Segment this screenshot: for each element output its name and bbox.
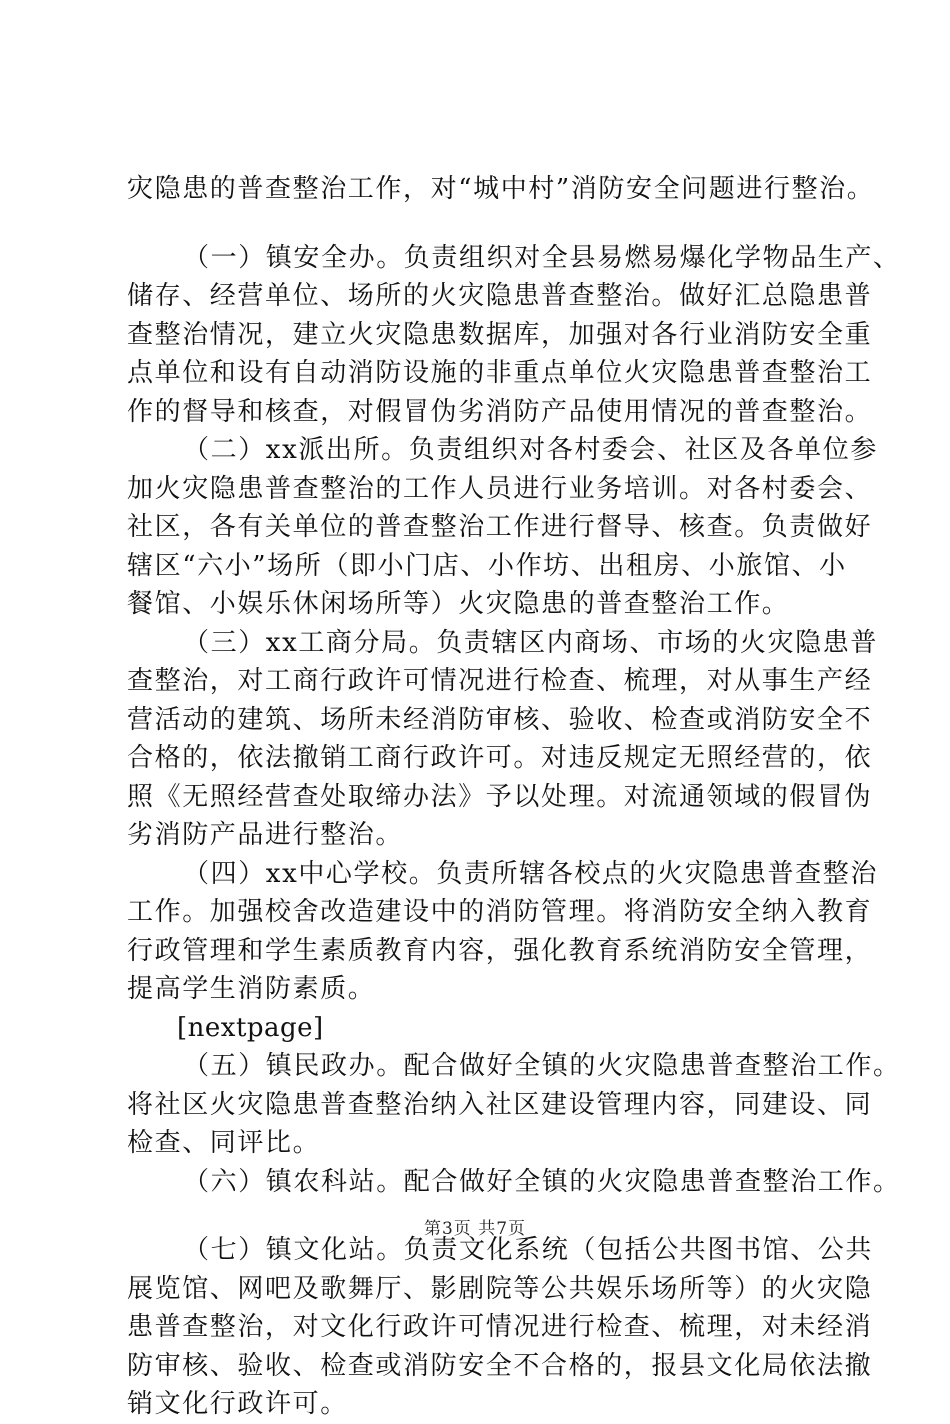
text-line: 展览馆、网吧及歌舞厅、影剧院等公共娱乐场所等）的火灾隐	[127, 1273, 873, 1304]
text-line: 查整治，对工商行政许可情况进行检查、梳理，对从事生产经	[127, 666, 873, 696]
text-line: 工作。加强校舍改造建设中的消防管理。将消防安全纳入教育	[127, 897, 873, 927]
text-line: （一）镇安全办。负责组织对全县易燃易爆化学物品生产、	[183, 242, 901, 273]
text-line: 患普查整治，对文化行政许可情况进行检查、梳理，对未经消	[127, 1312, 873, 1342]
text-line: 作的督导和核查，对假冒伪劣消防产品使用情况的普查整治。	[127, 396, 873, 427]
text-line: 提高学生消防素质。	[127, 974, 376, 1004]
text-line: （三）xx工商分局。负责辖区内商场、市场的火灾隐患普	[183, 627, 878, 658]
text-line: 储存、经营单位、场所的火灾隐患普查整治。做好汇总隐患普	[127, 281, 873, 311]
text-line: 照《无照经营查处取缔办法》予以处理。对流通领域的假冒伪	[127, 781, 873, 812]
text-line: 灾隐患的普查整治工作，对“城中村”消防安全问题进行整治。	[127, 174, 875, 204]
text-line: 劣消防产品进行整治。	[127, 820, 404, 850]
text-line: （六）镇农科站。配合做好全镇的火灾隐患普查整治工作。	[183, 1166, 901, 1197]
text-line: 将社区火灾隐患普查整治纳入社区建设管理内容，同建设、同	[127, 1089, 873, 1120]
text-line: （五）镇民政办。配合做好全镇的火灾隐患普查整治工作。	[183, 1051, 901, 1081]
text-line: 加火灾隐患普查整治的工作人员进行业务培训。对各村委会、	[127, 473, 873, 504]
text-line: 销文化行政许可。	[127, 1389, 348, 1419]
text-line: 辖区“六小”场所（即小门店、小作坊、出租房、小旅馆、小	[127, 550, 847, 581]
nextpage-marker: [nextpage]	[177, 1012, 324, 1043]
text-line: 餐馆、小娱乐休闲场所等）火灾隐患的普查整治工作。	[127, 589, 790, 619]
text-line: 检查、同评比。	[127, 1128, 321, 1158]
text-line: 查整治情况，建立火灾隐患数据库，加强对各行业消防安全重	[127, 319, 873, 350]
paragraph-gap	[127, 209, 843, 239]
text-line: 营活动的建筑、场所未经消防审核、验收、检查或消防安全不	[127, 704, 873, 735]
text-line: （四）xx中心学校。负责所辖各校点的火灾隐患普查整治	[183, 858, 878, 889]
text-line: 防审核、验收、检查或消防安全不合格的，报县文化局依法撤	[127, 1350, 873, 1381]
text-line: （七）镇文化站。负责文化系统（包括公共图书馆、公共	[183, 1235, 874, 1265]
text-line: 社区，各有关单位的普查整治工作进行督导、核查。负责做好	[127, 512, 873, 542]
text-line: 点单位和设有自动消防设施的非重点单位火灾隐患普查整治工	[127, 358, 873, 388]
page-number-footer: 第3页 共7页	[423, 1219, 527, 1239]
text-line: 行政管理和学生素质教育内容，强化教育系统消防安全管理，	[127, 935, 873, 966]
text-line: 合格的，依法撤销工商行政许可。对违反规定无照经营的，依	[127, 743, 873, 773]
text-line: （二）xx派出所。负责组织对各村委会、社区及各单位参	[183, 435, 878, 465]
